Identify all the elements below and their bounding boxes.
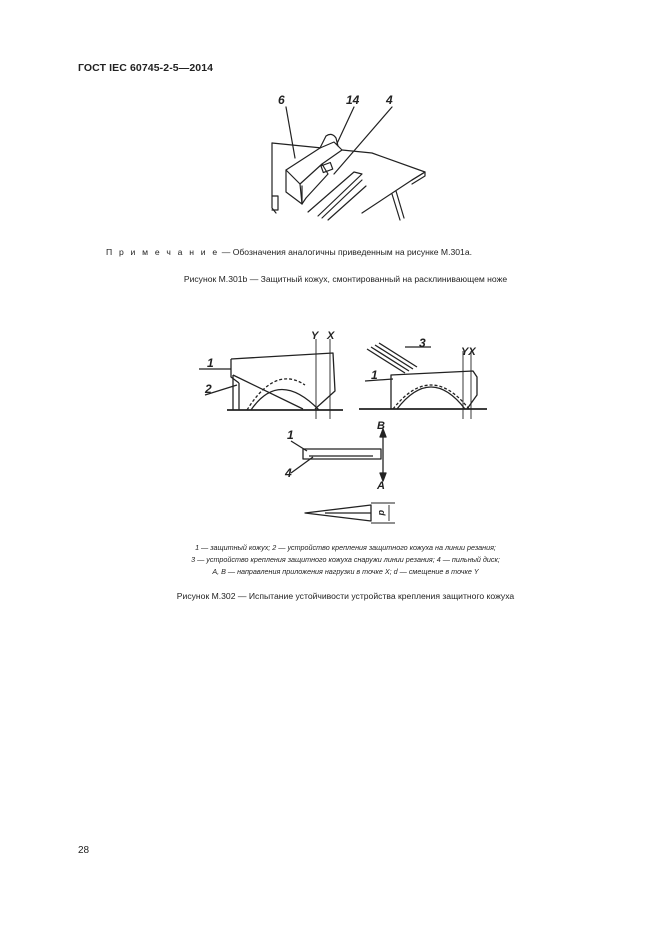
fig2-label-a: A <box>377 480 385 492</box>
figure-note <box>106 247 472 257</box>
label-4: 4 <box>386 93 393 107</box>
fig2-label-d: d <box>377 510 387 516</box>
fig2-label-2: 2 <box>205 382 212 396</box>
fig2-label-b: B <box>377 420 385 432</box>
fig2-label-x-left: X <box>327 330 335 342</box>
fig2-label-yx-right: YX <box>461 346 476 358</box>
figure-m301b-caption: Рисунок М.301b — Защитный кожух, смонтированный на расклинивающем ноже <box>183 274 508 284</box>
label-14: 14 <box>346 93 360 107</box>
page-number: 28 <box>78 845 90 856</box>
note-text: — Обозначения аналогичны приведенным на рисунке М.301а. <box>219 247 472 257</box>
figure-m302-caption: Рисунок М.302 — Испытание устойчивости устройства крепления защитного кожуха <box>176 591 515 601</box>
legend-line-1: 1 — защитный кожух; 2 — устройство крепления защитного кожуха на линии резания; <box>195 543 496 552</box>
fig2-label-y-left: Y <box>311 330 319 342</box>
note-prefix: П р и м е ч а н и е <box>106 247 220 257</box>
label-6: 6 <box>278 93 285 107</box>
fig2-label-1-right: 1 <box>371 368 378 382</box>
legend-line-3: A, B — направления приложения нагрузки в точке X; d — смещение в точке Y <box>212 567 479 576</box>
figure-m302-drawing <box>195 325 495 530</box>
document-header: ГОСТ IEC 60745-2-5—2014 <box>78 62 214 74</box>
fig2-label-1-left: 1 <box>207 356 214 370</box>
fig2-label-4: 4 <box>285 466 292 480</box>
legend-line-2: 3 — устройство крепления защитного кожуха снаружи линии резания; 4 — пильный диск; <box>191 555 500 564</box>
fig2-label-1-mid: 1 <box>287 428 294 442</box>
fig2-label-3: 3 <box>419 336 426 350</box>
figure-m301b-drawing <box>262 88 432 228</box>
